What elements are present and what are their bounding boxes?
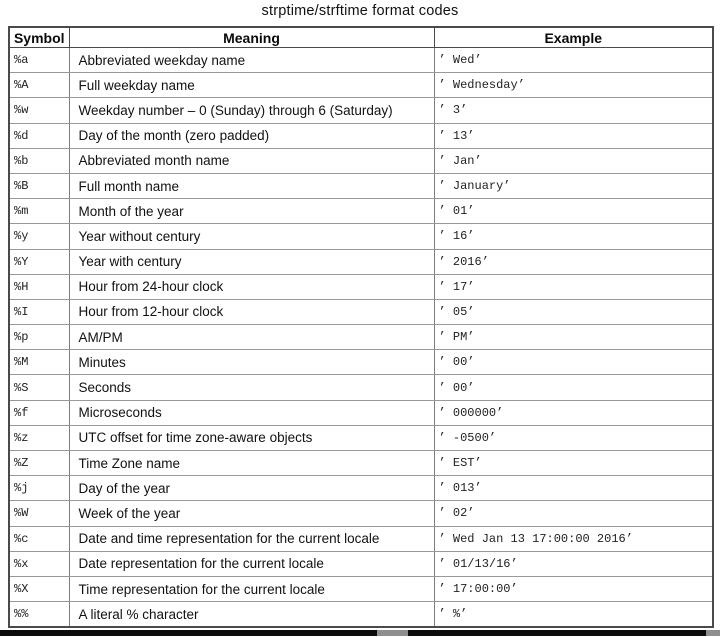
- meaning-cell: Full month name: [69, 173, 434, 198]
- example-cell: ’ 2016’: [434, 249, 713, 274]
- meaning-cell: Day of the year: [69, 476, 434, 501]
- example-cell: ’ -0500’: [434, 425, 713, 450]
- header-row: [9, 27, 713, 48]
- table-row: [9, 451, 713, 476]
- example-cell: ’ Wed’: [434, 48, 713, 73]
- example-cell: ’ 000000’: [434, 400, 713, 425]
- table-row: [9, 48, 713, 73]
- meaning-cell: Month of the year: [69, 199, 434, 224]
- symbol-cell: %%: [9, 602, 69, 628]
- meaning-cell: Year without century: [69, 224, 434, 249]
- example-cell: ’ EST’: [434, 451, 713, 476]
- table-body: [9, 48, 713, 628]
- example-cell: ’ 00’: [434, 350, 713, 375]
- symbol-cell: %z: [9, 425, 69, 450]
- meaning-cell: Time representation for the current locale: [69, 576, 434, 601]
- table-row: [9, 602, 713, 628]
- symbol-cell: %j: [9, 476, 69, 501]
- symbol-cell: %y: [9, 224, 69, 249]
- symbol-cell: %a: [9, 48, 69, 73]
- table-row: [9, 98, 713, 123]
- symbol-cell: %S: [9, 375, 69, 400]
- column-header-meaning: Meaning: [69, 27, 434, 48]
- example-cell: ’ Wed Jan 13 17:00:00 2016’: [434, 526, 713, 551]
- table-row: [9, 173, 713, 198]
- meaning-cell: Abbreviated month name: [69, 148, 434, 173]
- example-cell: ’ 02’: [434, 501, 713, 526]
- symbol-cell: %M: [9, 350, 69, 375]
- meaning-cell: Abbreviated weekday name: [69, 48, 434, 73]
- meaning-cell: Microseconds: [69, 400, 434, 425]
- column-header-symbol: Symbol: [9, 27, 69, 48]
- table-row: [9, 526, 713, 551]
- symbol-cell: %W: [9, 501, 69, 526]
- page-title: strptime/strftime format codes: [261, 3, 459, 19]
- table-row: [9, 375, 713, 400]
- example-cell: ’ %’: [434, 602, 713, 628]
- table-row: [9, 350, 713, 375]
- example-cell: ’ 13’: [434, 123, 713, 148]
- example-cell: ’ Wednesday’: [434, 73, 713, 98]
- example-cell: ’ January’: [434, 173, 713, 198]
- symbol-cell: %H: [9, 274, 69, 299]
- table-row: [9, 476, 713, 501]
- table-row: [9, 249, 713, 274]
- column-header-example: Example: [434, 27, 713, 48]
- example-cell: ’ 17’: [434, 274, 713, 299]
- symbol-cell: %c: [9, 526, 69, 551]
- example-cell: ’ PM’: [434, 325, 713, 350]
- meaning-cell: Date representation for the current locale: [69, 551, 434, 576]
- symbol-cell: %b: [9, 148, 69, 173]
- symbol-cell: %d: [9, 123, 69, 148]
- table-row: [9, 325, 713, 350]
- meaning-cell: Hour from 12-hour clock: [69, 299, 434, 324]
- symbol-cell: %I: [9, 299, 69, 324]
- table-row: [9, 148, 713, 173]
- meaning-cell: UTC offset for time zone-aware objects: [69, 425, 434, 450]
- meaning-cell: A literal % character: [69, 602, 434, 628]
- meaning-cell: Full weekday name: [69, 73, 434, 98]
- symbol-cell: %m: [9, 199, 69, 224]
- symbol-cell: %Y: [9, 249, 69, 274]
- table-row: [9, 73, 713, 98]
- meaning-cell: Week of the year: [69, 501, 434, 526]
- symbol-cell: %f: [9, 400, 69, 425]
- table-row: [9, 425, 713, 450]
- meaning-cell: AM/PM: [69, 325, 434, 350]
- table-row: [9, 224, 713, 249]
- symbol-cell: %w: [9, 98, 69, 123]
- example-cell: ’ Jan’: [434, 148, 713, 173]
- example-cell: ’ 16’: [434, 224, 713, 249]
- example-cell: ’ 013’: [434, 476, 713, 501]
- format-codes-table: [8, 26, 714, 628]
- symbol-cell: %A: [9, 73, 69, 98]
- example-cell: ’ 05’: [434, 299, 713, 324]
- symbol-cell: %p: [9, 325, 69, 350]
- example-cell: ’ 17:00:00’: [434, 576, 713, 601]
- table-row: [9, 274, 713, 299]
- meaning-cell: Day of the month (zero padded): [69, 123, 434, 148]
- table-row: [9, 123, 713, 148]
- symbol-cell: %Z: [9, 451, 69, 476]
- example-cell: ’ 01’: [434, 199, 713, 224]
- symbol-cell: %X: [9, 576, 69, 601]
- meaning-cell: Year with century: [69, 249, 434, 274]
- table-row: [9, 199, 713, 224]
- bottom-bar-right-gray-notch: [706, 630, 720, 636]
- bottom-bar-gray-notch: [377, 630, 408, 636]
- meaning-cell: Seconds: [69, 375, 434, 400]
- meaning-cell: Date and time representation for the current locale: [69, 526, 434, 551]
- example-cell: ’ 00’: [434, 375, 713, 400]
- meaning-cell: Weekday number – 0 (Sunday) through 6 (Saturday): [69, 98, 434, 123]
- table-header: [9, 27, 713, 48]
- table-row: [9, 400, 713, 425]
- meaning-cell: Minutes: [69, 350, 434, 375]
- meaning-cell: Time Zone name: [69, 451, 434, 476]
- symbol-cell: %B: [9, 173, 69, 198]
- meaning-cell: Hour from 24-hour clock: [69, 274, 434, 299]
- symbol-cell: %x: [9, 551, 69, 576]
- table-row: [9, 501, 713, 526]
- example-cell: ’ 01/13/16’: [434, 551, 713, 576]
- table-row: [9, 299, 713, 324]
- table-row: [9, 576, 713, 601]
- example-cell: ’ 3’: [434, 98, 713, 123]
- bottom-edge-bar: [0, 630, 720, 636]
- table-row: [9, 551, 713, 576]
